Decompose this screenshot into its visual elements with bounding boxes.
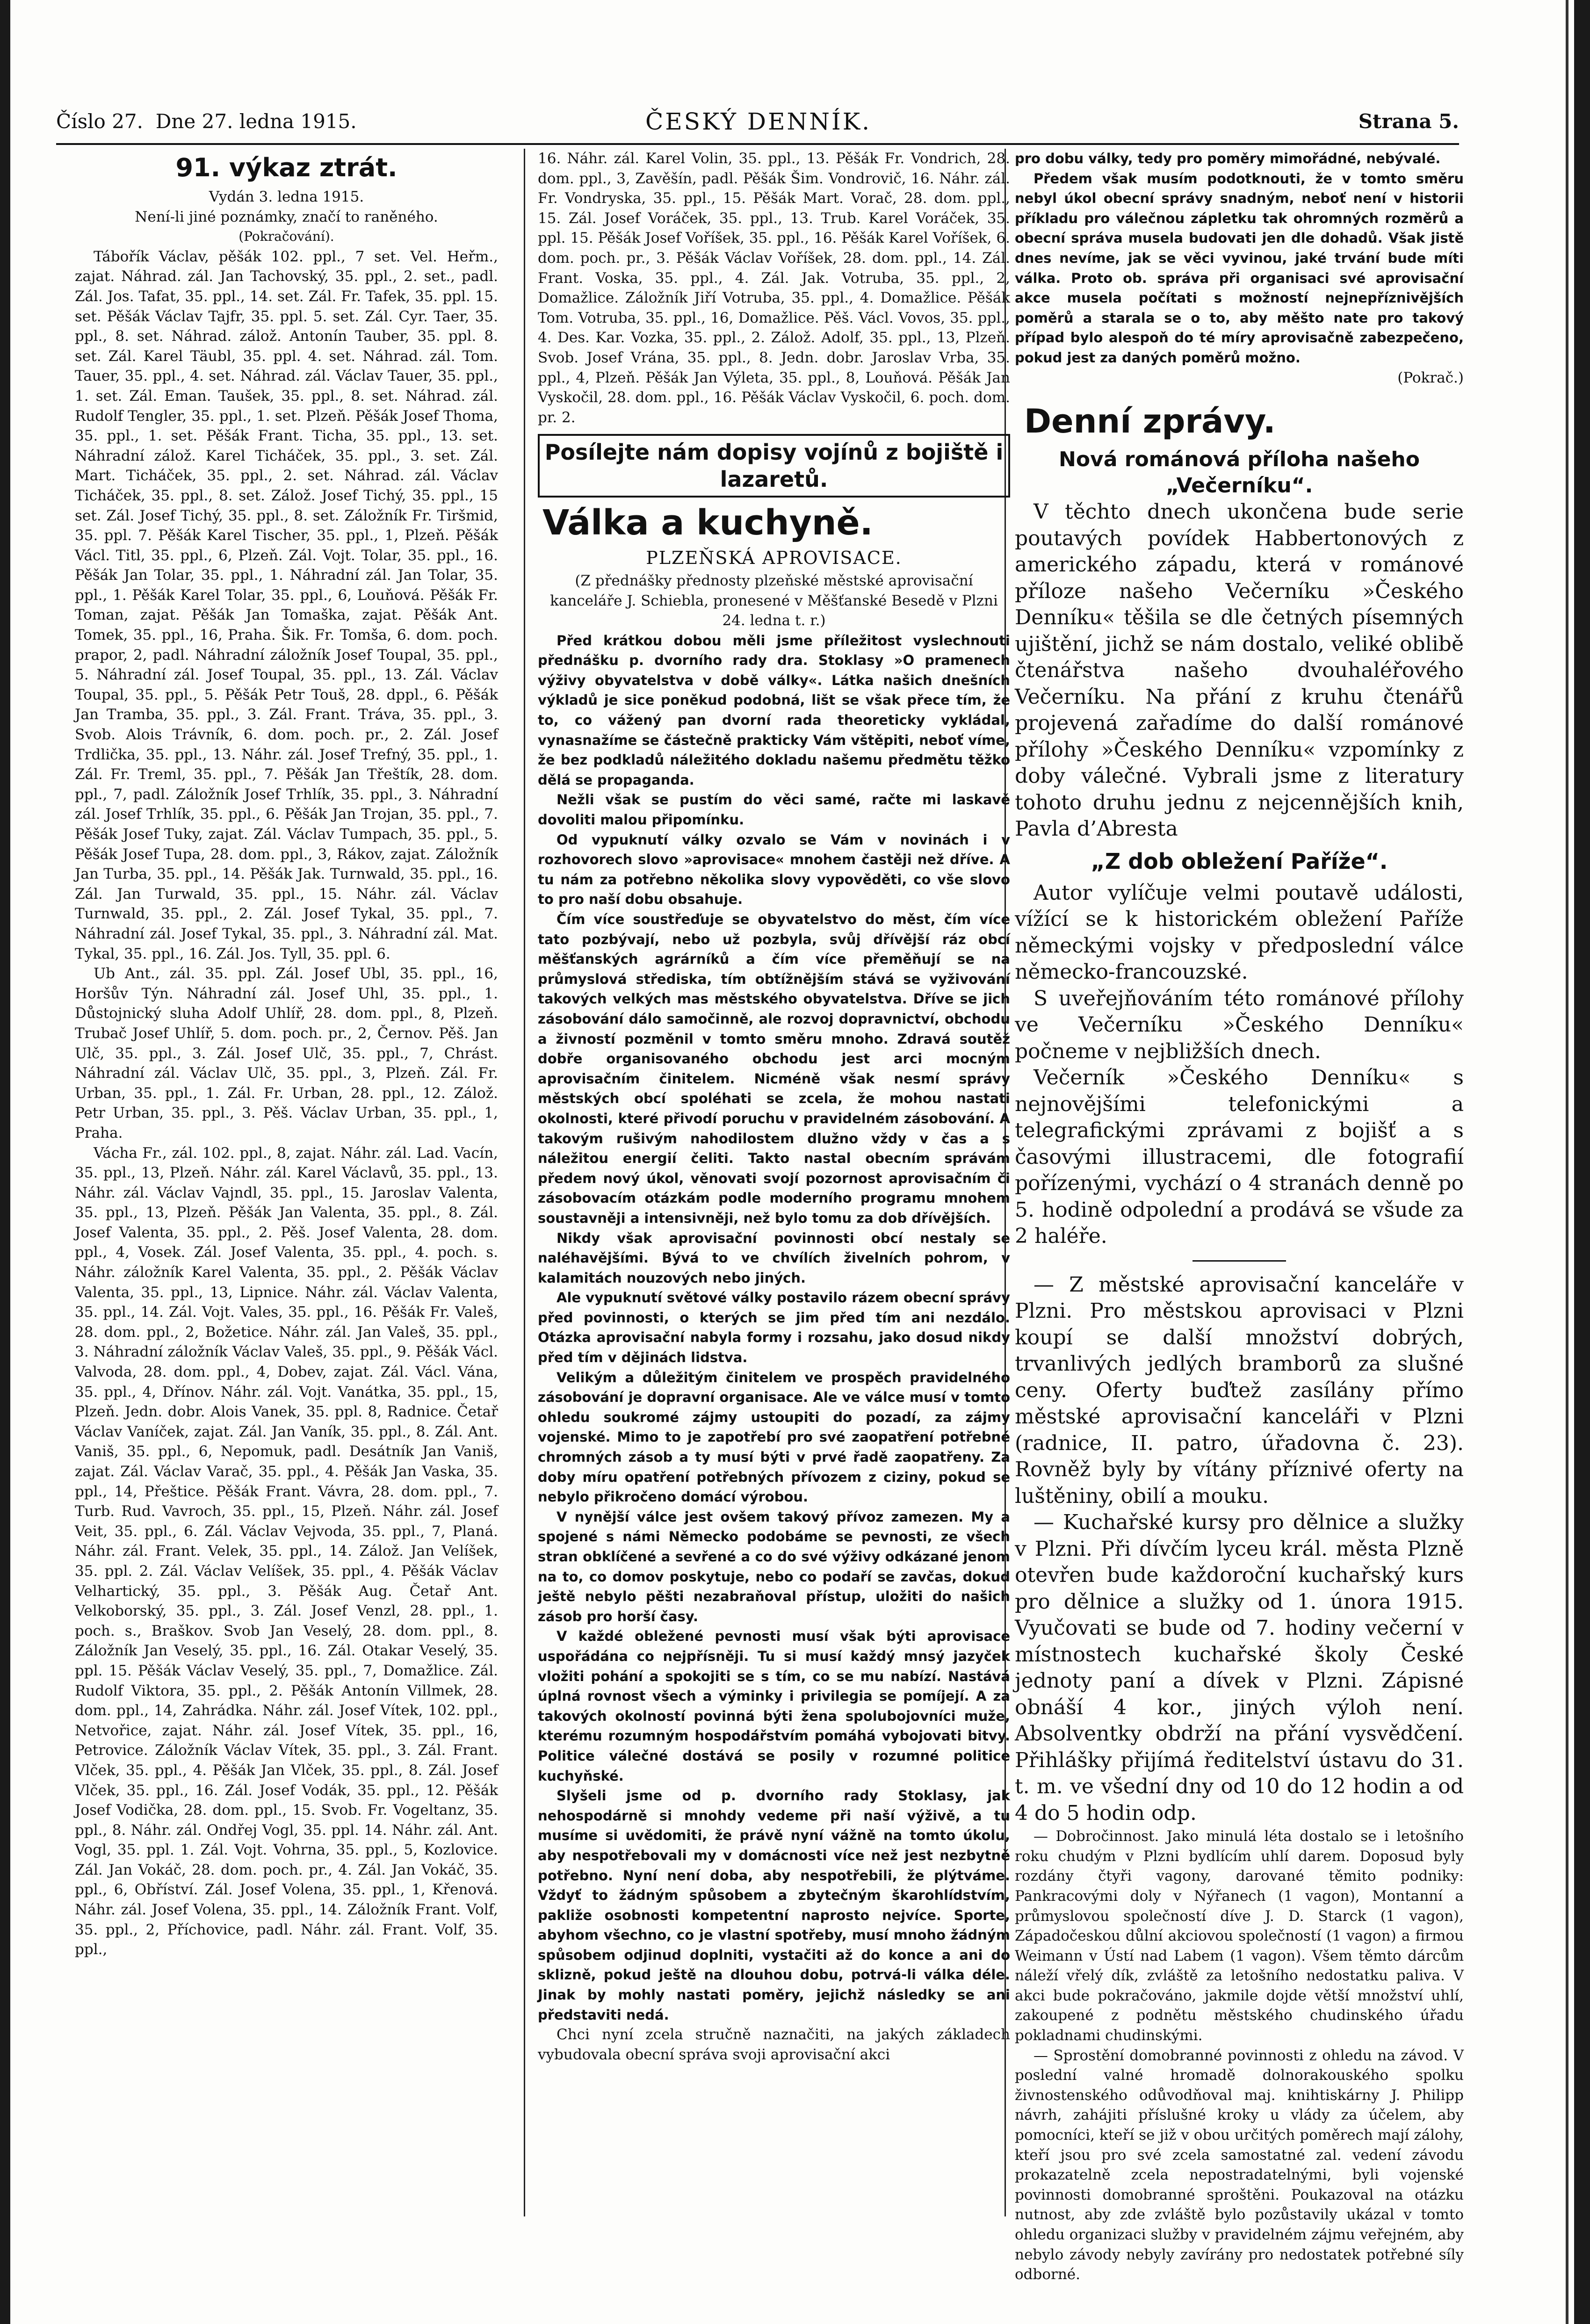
- masthead: [56, 105, 1459, 138]
- column-war-kitchen: [538, 149, 1010, 2216]
- article-paragraph: Čím více soustřeďuje se obyvatelstvo do měst, čím více tato pozbývají, nebo už pozbyla, svůj dřívější ráz obcí měšťanských agrárníků a čím více přeměňují se na průmyslová střediska, tím obtížnějším stává se vyživování takových velkých mas městského obyvatelstva. Dříve se jich zásobování dálo samočinně, ale rozvoj dopravnictví, obchodu a živností pozměnil v tomto směru mnoho. Zdravá soutěž dobře organisovaného obchodu jest arci mocným aprovisačním činitelem. Nicméně však nesmí správy městských obcí spoléhati se zcela, že mohou nastati okolnosti, které přivodí poruchu v pravidelném zásobování. A takovým rušivým nahodilostem dlužno vždy v čas a s náležitou energií čeliti. Takto nastal obecním správám předem nový úkol, věnovati svojí pozornost aprovisačním či zásobovacím otázkám podle moderního programu mnohem soustavněji a intensivněji, než bylo tomu za dob dřívějších.: [538, 911, 1010, 1226]
- article-paragraph: Velikým a důležitým činitelem ve prospěch pravidelného zásobování je dopravní organisace. Ale ve válce musí v tomto ohledu soukromé zájmy ustoupiti do pozadí, za zájmy vojenské. Mimo to je zapotřebí pro své zaopatření potřebné chromných zásob a ty musí býti v prvé řadě zaopatřeny. Za doby míru opatření potřebných přívozem z ciziny, pokud se nebylo přikročeno domácí výrobou.: [538, 1369, 1010, 1505]
- column-rule-1: [524, 149, 525, 2216]
- article-paragraph: Nežli však se pustím do věci samé, račte mi laskavě dovoliti malou připomínku.: [538, 792, 1010, 828]
- column-casualty-list: [75, 149, 498, 2216]
- scan-edge-left: [0, 0, 10, 2324]
- casualty-list-continued: 16. Náhr. zál. Karel Volin, 35. ppl., 13. Pěšák Fr. Vondrich, 28. dom. ppl., 3, Zavěšín, padl. Pěšák Šim. Vondrovič, 16. Náhr. zál. Fr. Vondryska, 35. ppl., 15. Pěšák Mart. Vorač, 28. dom. ppl., 15. Zál. Josef Voráček, 35. ppl., 13. Trub. Karel Voráček, 35. ppl. 15. Pěšák Josef Voříšek, 35. ppl., 16. Pěšák Karel Voříšek, 6. dom. poch. pr., 3. Pěšák Václav Voříšek, 28. dom. ppl., 14. Zál. Frant. Voska, 35. ppl., 4. Zál. Jak. Votruba, 35. ppl., 2, Domažlice. Záložník Jiří Votruba, 35. ppl., 4. Domažlice. Pěšák Tom. Votruba, 35. ppl., 16, Domažlice. Pěš. Václ. Vovos, 35. ppl., 4. Des. Kar. Vozka, 35. ppl., 2. Zálož. Adolf, 35. ppl., 13, Plzeň. Svob. Josef Vrána, 35. ppl., 8. Jedn. dobr. Jaroslav Vrba, 35. ppl., 4, Plzeň. Pěšák Jan Výleta, 35. ppl., 8, Louňová. Pěšák Jan Vyskočil, 28. dom. ppl., 16. Pěšák Václav Vyskočil, 6. poch. dom. pr. 2.: [538, 150, 1010, 426]
- casualty-paragraph: Ub Ant., zál. 35. ppl. Zál. Josef Ubl, 35. ppl., 16, Horšův Týn. Náhradní zál. Josef Uhl, 35. ppl., 1. Důstojnický sluha Adolf Uhlíř, 28. dom. ppl., 8, Plzeň. Trubač Josef Uhlíř, 5. dom. poch. pr., 2, Černov. Pěš. Jan Ulč, 35. ppl., 3. Zál. Josef Ulč, 35. ppl., 7, Chrást. Náhradní zál. Václav Ulč, 35. ppl., 3, Plzeň. Zál. Fr. Urban, 35. ppl., 1. Zál. Fr. Urban, 28. ppl., 12. Zálož. Petr Urban, 35. ppl., 3. Pěš. Václav Urban, 35. ppl., 1, Praha.: [75, 965, 498, 1141]
- scan-edge-right: [1574, 0, 1590, 2324]
- issue-number: Číslo 27.: [56, 110, 143, 133]
- news-item-charity: — Dobročinnost. Jako minulá léta dostalo se i letošního roku chudým v Plzni bydlícím uhlí darem. Doposud byly rozdány čtyři vagony, darované těmito podniky: Pankracovými doly v Nýřanech (1 vagon), Montanní a průmyslovou společností díve J. D. Starck (1 vagon), Západočeskou důlní akciovou společností (1 vagon) a firmou Weimann v Ústí nad Labem (1 vagon). Všem těmto dárcům náleží vřelý dík, zvláště za letošního nedostatku paliva. V akci bude pokračováno, jakmile dojde větší množství uhlí, zakoupené z podnětu městského chudinského úřadu pokladnami chudinskými.: [1015, 1828, 1464, 2044]
- book-title: „Z dob obležení Paříže“.: [1091, 848, 1388, 874]
- newspaper-title: ČESKÝ DENNÍK.: [645, 108, 872, 135]
- article-paragraph: Od vypuknutí války ozvalo se Vám v novinách i v rozhovorech slovo »aprovisace« mnohem častěji než dříve. A tu nám za potřebno několika slovy vypověděti, co vše slovo to pro naší dobu obsahuje.: [538, 831, 1010, 908]
- issue-and-date: [56, 110, 357, 133]
- news-paragraph: Večerník »Českého Denníku« s nejnovějšími telefonickými a telegrafickými zprávami z bojišť a s časovými illustracemi, dle fotografií pořízenými, vychází o 4 stranách denně po 5. hodině odpolední a prodává se všude za 2 haléře.: [1015, 1066, 1464, 1249]
- news-item-cooking-courses: — Kuchařské kursy pro dělnice a služky v Plzni. Při dívčím lyceu král. města Plzně otevřen bude každoroční kuchařský kurs pro dělnice a služky od 1. února 1915. Vyučovati se bude od 7. hodiny večerní v místnostech kuchařské školy České jednoty paní a dívek v Plzni. Zápisné obnáší 4 kor., jiných výloh není. Absolventky obdrží na přání vysvědčení. Přihlášky přijímá ředitelství ústavu do 31. t. m. ve všední dny od 10 do 12 hodin a od 4 do 5 hodin odp.: [1015, 1510, 1464, 1825]
- page-number: Strana 5.: [1358, 110, 1459, 133]
- continuation-mark: (Pokrač.): [1397, 369, 1464, 386]
- article-title: Válka a kuchyně.: [542, 503, 873, 543]
- news-paragraph: S uveřejňováním této románové přílohy ve Večerníku »Českého Denníku« počneme v nejbližších dnech.: [1015, 986, 1464, 1063]
- article-subhead: PLZEŇSKÁ APROVISACE.: [646, 548, 902, 569]
- supplement-heading-name: „Večerníku“.: [1165, 474, 1313, 498]
- news-paragraph: Autor vylíčuje velmi poutavě události, vížící se k historickém obležení Paříže německými vojsky v předposlední válce německo-francouzské.: [1015, 881, 1464, 984]
- article-paragraph: Slyšeli jsme od p. dvorního rady Stoklasy, jak nehospodárně si mnohdy vedeme při naší výživě, a tu musíme si uvědomiti, že právě nyní vážně na tomto úkolu, aby nespotřebovali my v domácnosti více než jest nezbytně potřebno. Nyní není doba, aby nespotřebili, že plýtváme. Vždyť to žádným spůsobem a zbytečným škarohlídstvím, pakliže osobnosti kompetentní naprosto nejvíce. Sporte, abyhom všechno, co je vlastní spotřeby, musí mnoho žádným spůsobem odjinud doplniti, vystačiti až do konce a ani do sklizně, pokud ještě na dlouhou dobu, potrvá-li válka déle. Jinak by mohly nastati poměry, jejichž následky se ani představiti nedá.: [538, 1788, 1010, 2023]
- masthead-rule: [56, 143, 1459, 145]
- article-closing: Chci nyní zcela stručně naznačiti, na jakých základech vybudovala obecní správa svoji aprovisační akci: [538, 2026, 1010, 2063]
- article-paragraph: Ale vypuknutí světové války postavilo rázem obecní správy před povinnosti, o kterých se jim před tím ani nezdálo. Otázka aprovisační nabyla formy i rozsahu, jako dosud nikdy před tím v dějinách lidstva.: [538, 1290, 1010, 1366]
- article-paragraph: V každé obležené pevnosti musí však býti aprovisace uspořádána co nejpřísněji. Tu si musí každý mnsý jazyček vložiti pohání a spokojiti se s tím, co se mu nabízí. Nastává úplná rovnost všech a výminky i privilegia se pomíjejí. A za takových okolností povinná býti žena spolubojovníci muže, kterému rozumným hospodářstvím pomáhá vybojovati bitvy. Politice válečné dostává se posily v rozumné politice kuchyňské.: [538, 1628, 1010, 1784]
- casualty-issued: Vydán 3. ledna 1915.: [209, 188, 364, 205]
- news-item-exemption: — Sprostění domobranné povinnosti z ohledu na závod. V poslední valné hromadě dolnorakouského spolku živnostenského odůvodňoval maj. knihtiskárny J. Philipp návrh, zahájiti příslušné kroky u vlády za účelem, aby pomocníci, kteří se již v obou určitých poměrech mají zálohy, kteří jsou pro své zcela samostatné zal. vedení závodu prokazatelně zcela nepostradatelnými, byli vojenské povinnosti domobranné sproštěni. Poukazoval na otázku nutnost, aby zde zvláště bylo pozůstavily ukázal v tomto ohledu organizaci služby v pravidelném zájmu veřejném, aby nebylo závody nebyly zavírány pro nedostatek potřebné síly odborné.: [1015, 2047, 1464, 2283]
- supplement-heading: Nová románová příloha našeho: [1059, 447, 1420, 472]
- casualty-list-title: 91. výkaz ztrát.: [175, 153, 398, 182]
- news-paragraph: V těchto dnech ukončena bude serie poutavých povídek Habbertonových z amerického západu, která v románové příloze našeho Večerníku »Českého Denníku« těšila se dle četných písemných ujištění, jichž se nám dostalo, veliké oblibě čtenářstva našeho dvouhaléřového Večerníku. Na přání z kruhu čtenářů projevená zařadíme do další románové přílohy »Českého Denníku« vzpomínky z doby válečné. Vybrali jsme z literatury tohoto druhu jednu z nejcennějších knih, Pavla d’Abresta: [1015, 500, 1464, 841]
- casualty-continuation: (Pokračování).: [238, 229, 334, 245]
- issue-date: Dne 27. ledna 1915.: [155, 110, 357, 133]
- column-daily-news: [1015, 149, 1464, 2283]
- news-separator: [1192, 1260, 1286, 1262]
- article-paragraph: V nynější válce jest ovšem takový přívoz zamezen. My a spojené s námi Německo podobáme se pevnosti, ze všech stran obklíčené a sevřené a co do své výživy odkázané jenom na to, co domov poskytuje, nebo co podaří se zavčas, dokud ještě nebylo pěšti nezabraňoval přístup, uložiti do našich zásob pro horší časy.: [538, 1508, 1010, 1624]
- daily-news-heading: Denní zprávy.: [1024, 402, 1276, 441]
- article-intro: (Z přednášky přednosty plzeňské městské aprovisační kanceláře J. Schiebla, pronesené v Měšťanské Besedě v Plzni 24. ledna t. r.): [550, 572, 998, 629]
- letters-appeal-box: Posílejte nám dopisy vojínů z bojiště i lazaretů.: [538, 434, 1010, 498]
- article-paragraph: Nikdy však aprovisační povinnosti obcí nestaly se naléhavějšími. Bývá to ve chvílích živelních pohrom, v kalamitách nouzových nebo jiných.: [538, 1230, 1010, 1286]
- article-continuation: Předem však musím podotknouti, že v tomto směru nebyl úkol obecní správy snadným, neboť není v historii příkladu pro válečnou zápletku tak ohromných rozměrů a obecní správa musela budovati jen dle dohadů. Však jistě dnes nevíme, jak se věci vyvinou, jaké trvání bude míti válka. Proto ob. správa při organisaci své aprovisační akce musela počítati s možností nejnepříznivějších poměrů a starala se o to, aby měšto nate pro takový případ bylo alespoň do té míry aprovisačně zabezpečeno, pokud jest za daných poměrů možno.: [1015, 170, 1464, 366]
- scan-edge-line: [1566, 0, 1568, 2324]
- casualty-paragraph: Vácha Fr., zál. 102. ppl., 8, zajat. Náhr. zál. Lad. Vacín, 35. ppl., 13, Plzeň. Náhr. zál. Karel Václavů, 35. ppl., 13. Náhr. zál. Václav Vajndl, 35. ppl., 15. Jaroslav Valenta, 35. ppl., 13, Plzeň. Pěšák Jan Valenta, 35. ppl., 8. Zál. Josef Valenta, 35. ppl., 2. Pěš. Josef Valenta, 28. dom. ppl., 4, Vosek. Zál. Josef Valenta, 35. ppl., 4. poch. s. Náhr. záložník Karel Valenta, 35. ppl., 2. Pěšák Václav Valenta, 35. ppl., 13, Lipnice. Náhr. zál. Václav Valenta, 35. ppl., 14. Zál. Vojt. Vales, 35. ppl., 16. Pěšák Fr. Valeš, 28. dom. ppl., 2, Božetice. Náhr. zál. Jan Valeš, 35. ppl., 3. Náhradní záložník Václav Valeš, 35. ppl., 9. Pěšák Václ. Valvoda, 28. dom. ppl., 4, Dobev, zajat. Zál. Václ. Vána, 35. ppl., 4, Dřínov. Náhr. zál. Vojt. Vanátka, 35. ppl., 15, Plzeň. Jedn. dobr. Alois Vanek, 35. ppl. 8, Radnice. Četař Václav Vaníček, zajat. Zál. Jan Vaník, 35. ppl., 8. Zál. Ant. Vaniš, 35. ppl., 6, Nepomuk, padl. Desátník Jan Vaniš, zajat. Zál. Václav Varač, 35. ppl., 4. Pěšák Jan Vaska, 35. ppl., 14, Přeštice. Pěšák Frant. Vávra, 28. dom. ppl., 7. Turb. Rud. Vavroch, 35. ppl., 15, Plzeň. Náhr. zál. Josef Veit, 35. ppl., 6. Zál. Václav Vejvoda, 35. ppl., 7, Planá. Náhr. zál. Frant. Velek, 35. ppl., 14. Zálož. Jan Velíšek, 35. ppl. 2. Zál. Václav Velíšek, 35. ppl., 4. Pěšák Václav Velhartický, 35. ppl., 3. Pěšák Aug. Četař Ant. Velkoborský, 35. ppl., 3. Zál. Josef Venzl, 28. ppl., 1. poch. s., Braškov. Svob Jan Veselý, 28. dom. ppl., 8. Záložník Jan Veselý, 35. ppl., 16. Zál. Otakar Veselý, 35. ppl. 15. Pěšák Václav Veselý, 35. ppl., 7, Domažlice. Zál. Rudolf Viktora, 35. ppl., 2. Pěšák Antonín Villmek, 28. dom. ppl., 14, Zahrádka. Náhr. zál. Josef Vítek, 102. ppl., Netvořice, zajat. Náhr. zál. Josef Vítek, 35. ppl., 16, Petrovice. Záložník Václav Vítek, 35. ppl., 3. Zál. Frant. Vlček, 35. ppl., 4. Pěšák Jan Vlček, 35. ppl., 8. Zál. Josef Vlček, 35. ppl., 16. Zál. Josef Vodák, 35. ppl., 12. Pěšák Josef Vodička, 28. dom. ppl., 15. Svob. Fr. Vogeltanz, 35. ppl., 8. Náhr. zál. Ondřej Vogl, 35. ppl. 14. Náhr. zál. Ant. Vogl, 35. ppl. 1. Zál. Vojt. Vohrna, 35. ppl., 5, Kozlovice. Zál. Jan Vokáč, 28. dom. poch. pr., 4. Zál. Jan Vokáč, 35. ppl., 6, Obříství. Zál. Josef Volena, 35. ppl., 1, Křenová. Náhr. zál. Josef Volena, 35. ppl., 14. Záložník Frant. Volf, 35. ppl., 2, Příchovice, padl. Náhr. zál. Frant. Volf, 35. ppl.,: [75, 1144, 498, 1958]
- article-paragraph: Před krátkou dobou měli jsme příležitost vyslechnouti přednášku p. dvorního rady dra. Stoklasy »O pramenech výživy obyvatelstva v době války«. Látka našich dnešních výkladů je sice poněkud podobná, lišt se však přece tím, že to, co vážený pan dvorní rada theoreticky vykládal, vynasnažíme se částečně prakticky Vám vštěpiti, neboť víme, že bez podkladů náležitého dokladu našemu předmětu těžko dělá se propaganda.: [538, 632, 1010, 788]
- article-continuation-bold: pro dobu války, tedy pro poměry mimořádné, nebývalé.: [1015, 151, 1441, 166]
- casualty-paragraph: Tábořík Václav, pěšák 102. ppl., 7 set. Vel. Heřm., zajat. Náhrad. zál. Jan Tachovský, 35. ppl., 2. set., padl. Zál. Jos. Tafat, 35. ppl., 14. set. Zál. Fr. Tafek, 35. ppl. 15. set. Pěšák Václav Tajfr, 35. ppl. 5. set. Zál. Cyr. Taer, 35. ppl., 8. set. Náhrad. zálož. Antonín Tauber, 35. ppl. 8. set. Zál. Karel Täubl, 35. ppl. 4. set. Náhrad. zál. Tom. Tauer, 35. ppl., 4. set. Náhrad. zál. Václav Tauer, 35. ppl., 1. set. Zál. Eman. Taušek, 35. ppl., 8. set. Náhrad. zál. Rudolf Tengler, 35. ppl., 1. set. Plzeň. Pěšák Josef Thoma, 35. ppl., 1. set. Pěšák Frant. Ticha, 35. ppl., 13. set. Náhradní zálož. Karel Ticháček, 35. ppl., 3. set. Zál. Mart. Ticháček, 35. ppl., 2. set. Náhrad. zál. Václav Ticháček, 35. ppl., 8. set. Zálož. Josef Tichý, 35. ppl., 15 set. Zál. Josef Tichý, 35. ppl., 8. set. Záložník Fr. Tiršmid, 35. ppl. 7. Pěšák Karel Tischer, 35. ppl., 1, Plzeň. Pěšák Václ. Titl, 35. ppl., 6, Plzeň. Zál. Vojt. Tolar, 35. ppl., 16. Pěšák Jan Tolar, 35. ppl., 1. Náhradní zál. Jan Tolar, 35. ppl., 1. Pěšák Karel Tolar, 35. ppl., 6, Louňová. Pěšák Fr. Toman, zajat. Pěšák Jan Tomaška, zajat. Pěšák Ant. Tomek, 35. ppl., 16, Praha. Šik. Fr. Tomša, 6. dom. poch. prapor, 2, padl. Náhradní záložník Josef Toupal, 35. ppl., 5. Náhradní zál. Josef Toupal, 35. ppl., 13. Zál. Václav Toupal, 35. ppl., 5. Pěšák Petr Touš, 28. dppl., 6. Pěšák Jan Tramba, 35. ppl., 3. Zál. Frant. Tráva, 35. ppl., 3. Svob. Alois Trávník, 6. dom. poch. pr., 2. Zál. Josef Trdlička, 35. ppl., 13. Náhr. zál. Josef Trefný, 35. ppl., 1. Zál. Fr. Treml, 35. ppl., 7. Pěšák Jan Třeštík, 28. dom. ppl., 7, padl. Záložník Josef Trhlík, 35. ppl., 3. Náhradní zál. Josef Trhlík, 35. ppl., 6. Pěšák Jan Trojan, 35. ppl., 7. Pěšák Josef Tuky, zajat. Zál. Václav Tumpach, 35. ppl., 5. Pěšák Josef Tupa, 28. dom. ppl., 3, Rákov, zajat. Záložník Jan Turba, 35. ppl., 14. Pěšák Jak. Turnwald, 35. ppl., 16. Zál. Jan Turwald, 35. ppl., 15. Náhr. zál. Václav Turnwald, 35. ppl., 2. Zál. Josef Tykal, 35. ppl., 7. Náhradní zál. Josef Tykal, 35. ppl., 3. Náhradní zál. Mat. Tykal, 35. ppl., 16. Zál. Jos. Tyll, 35. ppl. 6.: [75, 248, 498, 962]
- casualty-note: Není-li jiné poznámky, značí to raněného.: [135, 208, 438, 225]
- news-item-aprovisace: — Z městské aprovisační kanceláře v Plzni. Pro městskou aprovisaci v Plzni koupí se další množství dobrých, trvanlivých jedlých bramborů za slušné ceny. Oferty buďtež zasílány přímo městské aprovisační kanceláři v Plzni (radnice, II. patro, úřadovna č. 23). Rovněž byly by vítány příznivé oferty na luštěniny, obilí a mouku.: [1015, 1272, 1464, 1508]
